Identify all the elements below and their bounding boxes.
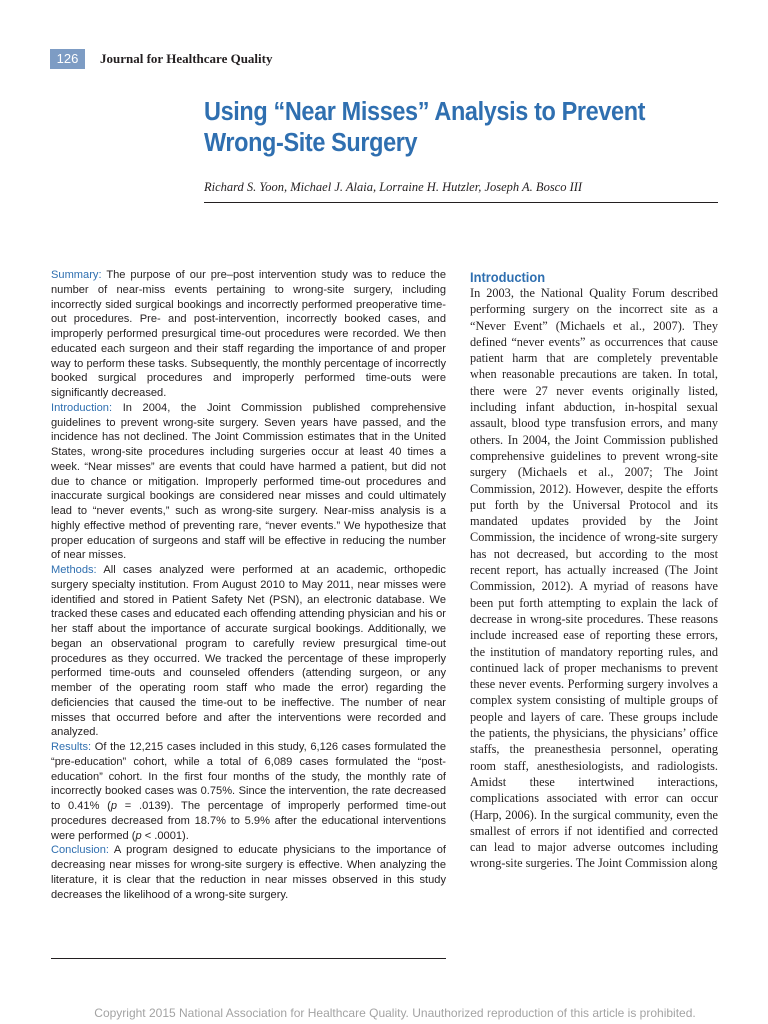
article-title: Using “Near Misses” Analysis to Prevent Wrong-Site Surgery [204, 98, 646, 157]
abstract-conclusion-text: A program designed to educate physicians to the importance of decreasing near misses for wrong-site surgery is effective. When analyzing the literature, it is clear that the reduction in near misses observed in this study decreases the likelihood of a wrong-site surgery. [51, 844, 446, 901]
abstract-results-text-1: Of the 12,215 cases included in this study, 6,126 cases formulated the “pre-education” cohort, while a total of 6,089 cases formulated the “post-education” cohort. In the first four months of the study, the monthly rate of incorrectly booked cases was 0.75%. Since the intervention, the rate decreased to 0.41% ( [51, 741, 446, 812]
abstract-methods-label: Methods: [51, 564, 97, 576]
page-number: 126 [50, 49, 85, 69]
abstract-summary-label: Summary: [51, 269, 102, 281]
introduction-heading: Introduction [470, 269, 546, 285]
abstract-conclusion-label: Conclusion: [51, 844, 109, 857]
abstract-introduction-text: In 2004, the Joint Commission published comprehensive guidelines to prevent wrong-site surgery. Seven years have passed, and the incidence has not declined. The Joint Commission estimates that in the United States, wrong-site procedures including surgeries occur at least 40 times a week. “Near misses” are events that could have harmed a patient, but did not due to chance or mitigation. Improperly performed time-out procedures and inaccurate surgical bookings are considered near misses and could ultimately lead to “never events,” such as wrong-site surgery. Near-miss analysis is a highly effective method of preventing rare, “never events.” We hypothesize that proper education of surgeons and staff will be effective in reducing the number of near misses. [51, 401, 446, 562]
p-value-symbol: p [110, 800, 118, 812]
abstract-methods-text: All cases analyzed were performed at an academic, orthopedic surgery specialty institution. From August 2010 to May 2011, near misses were identified and stored in Patient Safety Net (PSN), an electronic database. We tracked these cases and educated each offending attending physician and his or her staff about the importance of accurate surgical bookings. Additionally, we began an observational program to carefully review presurgical time-out procedures as they occurred. We tracked the percentage of these improperly performed time-outs and counseled offenders (attending surgeon, or any member of the operating room staff who made the error) regarding the deficiencies that caused the time-out to be ineffective. The number of near misses that occurred before and after the interventions were recorded and analyzed. [51, 564, 446, 739]
introduction-body: In 2003, the National Quality Forum described performing surgery on the incorrect site as a “Never Event” (Michaels et al., 2007). They defined “never events” as occurrences that cause patient harm that are completely preventable when reasonable precautions are taken. In total, there were 27 never events originally listed, including infant abduction, in-hospital sexual assault, blood type transfusion errors, and many others. In 2004, the Joint Commission published comprehensive guidelines to prevent wrong-site surgery (Michaels et al., 2007; The Joint Commission, 2012). However, despite the efforts put forth by the Universal Protocol and its mandated updates provided by the Joint Commission, the incidence of wrong-site surgery has not decreased, but according to the most recent report, has actually increased (The Joint Commission, 2012). A myriad of reasons have been put forth attempting to explain the lack of decrease in wrong-site procedures. These reasons include increased ease of reporting these errors, the institution of mandatory reporting rules, and continued lack of proper mechanisms to prevent these never events. Performing surgery involves a complex system consisting of multiple groups of people and layers of care. These groups include the patients, the physicians, the physicians’ office staffs, the preanesthesia personnel, operating room staff, anesthesiologists, and radiologists. Amidst these intertwined interactions, complications associated with error can occur (Harp, 2006). In the surgical community, even the smallest of errors if not identified and corrected can lead to major adverse outcomes including wrong-site surgeries. The Joint Commission along [470, 286, 718, 871]
abstract-results-label: Results: [51, 741, 92, 753]
abstract-summary-text: The purpose of our pre–post intervention study was to reduce the number of near-miss events pertaining to wrong-site surgery, including incorrectly sided surgical bookings and incorrectly performed preoperative time-out procedures. Pre- and post-intervention, incorrectly booked cases, and improperly performed presurgical time-out procedures were recorded. We then educated each surgeon and their staff regarding the importance of and proper way to perform these tasks. Subsequently, the monthly percentage of incorrectly booked surgical procedures and improperly performed time-outs were significantly decreased. [51, 269, 446, 399]
abstract-results-text-2: = .0139). The percentage of improperly performed time-out procedures decreased from 18.7% to 5.9% after the educational interventions were performed ( [51, 800, 446, 842]
journal-name: Journal for Healthcare Quality [100, 51, 273, 66]
abstract-results-text-3: < .0001). [141, 829, 189, 842]
copyright-notice: Copyright 2015 National Association for Healthcare Quality. Unauthorized reproduction of this article is prohibited. [94, 1006, 696, 1020]
p-value-symbol: p [135, 829, 142, 842]
article-authors: Richard S. Yoon, Michael J. Alaia, Lorraine H. Hutzler, Joseph A. Bosco III [204, 180, 583, 194]
abstract-introduction-label: Introduction: [51, 401, 113, 414]
